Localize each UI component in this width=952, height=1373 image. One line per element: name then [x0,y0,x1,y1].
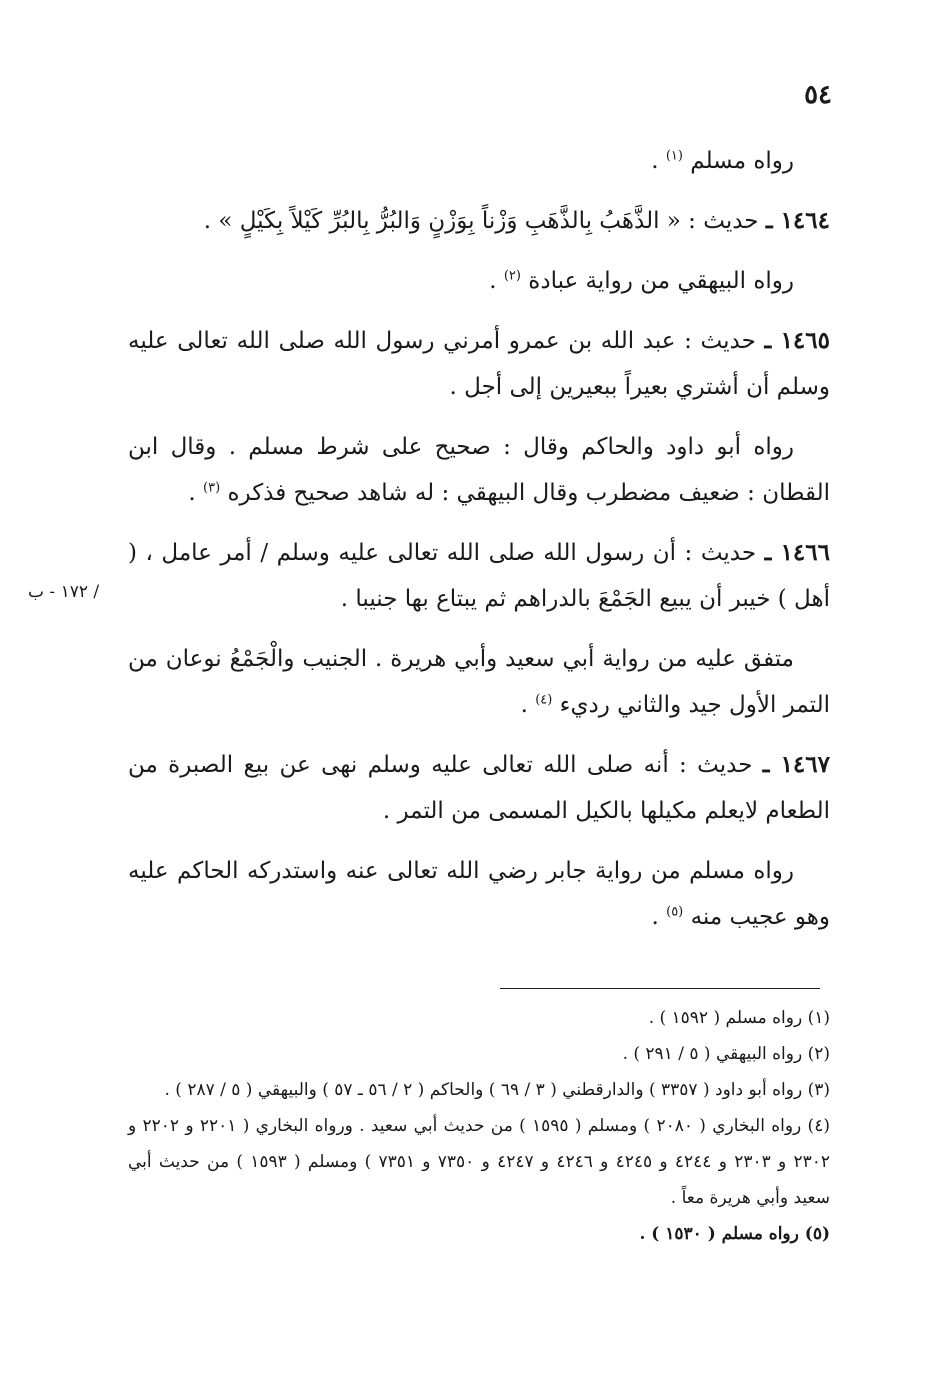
paragraph-tail: . [651,904,667,930]
footnote-ref: (٢) [503,268,521,284]
dash-separator: ـ [764,327,781,354]
footnote-ref: (٥) [666,904,684,920]
footnote-ref: (١) [665,148,683,164]
hadith-1467 [128,742,830,834]
paragraph-text: حديث : « الذَّهَبُ بِالذَّهَبِ وَزْناً بِوَزْنٍ وَالبُرُّ بِالبُرِّ كَيْلاً بِكَيْلٍ » . [203,208,766,234]
paragraph-tail: . [188,480,204,506]
footnote-ref: (٣) [203,480,221,496]
paragraph-text: رواه مسلم من رواية جابر رضي الله تعالى عنه واستدركه الحاكم عليه وهو عجيب منه [128,858,830,930]
paragraph-3 [128,258,830,304]
paragraph-5 [128,424,830,516]
dash-separator: ـ [765,207,781,234]
page-number: ٥٤ [804,80,832,110]
hadith-number: ١٤٦٦ [780,539,830,566]
main-text [128,138,830,954]
paragraph-text: حديث : عبد الله بن عمرو أمرني رسول الله صلى الله تعالى عليه وسلم أن أشتري بعيراً ببعيرين إلى أجل . [128,328,830,400]
paragraph-tail: . [520,692,536,718]
paragraph-text: حديث : أنه صلى الله تعالى عليه وسلم نهى عن بيع الصبرة من الطعام لايعلم مكيلها بالكيل المسمى من التمر . [128,752,830,824]
footnote-divider [500,988,820,989]
paragraph-text: رواه البيهقي من رواية عبادة [528,268,794,294]
paragraph-text: حديث : أن رسول الله صلى الله تعالى عليه وسلم / أمر عامل ، ( أهل ) خيبر أن يبيع الجَمْعَ بالدراهم ثم يبتاع بها جنيبا . [128,540,830,612]
dash-separator: ـ [764,539,781,566]
footnote-3: (٣) رواه أبو داود ( ٣٣٥٧ ) والدارقطني ( ٣ / ٦٩ ) والحاكم ( ٢ / ٥٦ ـ ٥٧ ) والبيهقي ( ٥ / ٢٨٧ ) . [164,1080,830,1100]
hadith-1465 [128,318,830,410]
hadith-1464 [128,198,830,244]
paragraph-text: متفق عليه من رواية أبي سعيد وأبي هريرة . الجنيب والْجَمْعُ نوعان من التمر الأول جيد والثاني رديء [128,646,830,718]
paragraph-9 [128,848,830,940]
paragraph-1 [128,138,830,184]
footnote-1: (١) رواه مسلم ( ١٥٩٢ ) . [648,1008,830,1028]
hadith-number: ١٤٦٧ [780,751,830,778]
dash-separator: ـ [762,751,781,778]
paragraph-tail: . [489,268,504,294]
hadith-1466 [128,530,830,622]
paragraph-tail: . [651,148,666,174]
margin-note: / ١٧٢ - ب [28,582,100,602]
paragraph-7 [128,636,830,728]
footnotes [128,1000,830,1252]
paragraph-text: رواه مسلم [690,148,794,174]
paragraph-text: رواه أبو داود والحاكم وقال : صحيح على شرط مسلم . وقال ابن القطان : ضعيف مضطرب وقال البيهقي : له شاهد صحيح فذكره [128,434,830,506]
footnote-4: (٤) رواه البخاري ( ٢٠٨٠ ) ومسلم ( ١٥٩٥ ) من حديث أبي سعيد . ورواه البخاري ( ٢٢٠١ و ٢٢٠٢ و ٢٣٠٢ و ٢٣٠٣ و ٤٢٤٤ و ٤٢٤٥ و ٤٢٤٦ و ٤٢٤٧ و ٧٣٥٠ و ٧٣٥١ ) ومسلم ( ١٥٩٣ ) من حديث أبي سعيد وأبي هريرة معاً . [128,1116,830,1208]
footnote-5: (٥) رواه مسلم ( ١٥٣٠ ) . [639,1224,830,1244]
hadith-number: ١٤٦٥ [780,327,830,354]
footnote-ref: (٤) [535,692,553,708]
footnote-2: (٢) رواه البيهقي ( ٥ / ٢٩١ ) . [622,1044,830,1064]
hadith-number: ١٤٦٤ [780,207,830,234]
